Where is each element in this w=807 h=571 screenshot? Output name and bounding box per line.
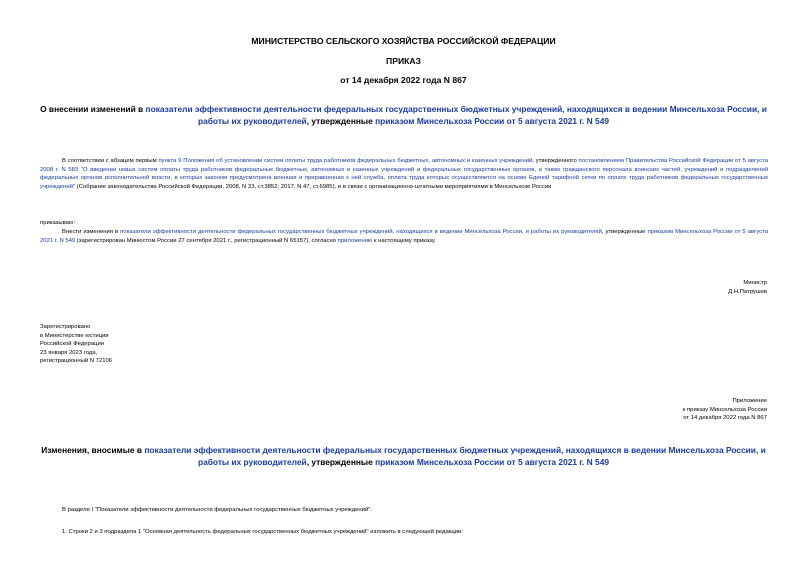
registration-line: регистрационный N 72106 [40, 358, 113, 365]
preamble-text-1: В соответствии с абзацем первым [62, 158, 159, 164]
order-text-4: к настоящему приказу. [372, 237, 436, 244]
changes-title-middle: , утвержденные [306, 456, 376, 467]
registration-line: Российской Федерации [40, 341, 105, 348]
signature-name: Д.Н.Патрушев [728, 288, 767, 295]
appendix-line: от 14 декабря 2022 года N 867 [683, 415, 767, 422]
preamble-link-decree[interactable]: постановлением Правительства Российской Федерации от 5 августа 2008 г. N 583 "О введении новых систем оплаты труда работников федеральных бюджетных, автономных и казенных учреждений и федеральных государственных органов, а также гражданского персонала воинских частей, учреждений и подразделений федеральных органов исполнительной власти, в которых законом предусмотрена военная и приравненная к ней служба, оплата труда которых осуществляется на основе Единой тарифной сетки по оплате труда работников федеральных государственных учреждений" [40, 158, 768, 190]
registration-line: в Министерстве юстиции [40, 332, 109, 339]
preamble-text-2: , утвержденного [532, 158, 579, 164]
registration-line: 23 января 2023 года, [40, 349, 98, 356]
item-line: 1. Строки 2 и 3 подраздела 1 "Основная деятельность федеральных государственных бюджетных учреждений" изложить в следующей редакции: [62, 529, 463, 535]
registration-block [40, 323, 112, 366]
order-link-appendix[interactable]: приложению [337, 237, 373, 244]
preamble-paragraph [40, 157, 768, 191]
preamble-text-3: (Собрание законодательства Российской Федерации, 2008, N 33, ст.3852; 2017, N 47, ст.6985), и в связи с организационно-штатными мероприятиями в Минсельхозе России [75, 183, 552, 190]
order-link-indicators[interactable]: показатели эффективности деятельности федеральных государственных бюджетных учреждений, находящихся в ведении Минсельхоза России, и работы их руководителей [120, 229, 602, 235]
ministry-heading: МИНИСТЕРСТВО СЕЛЬСКОГО ХОЗЯЙСТВА РОССИЙСКОЙ ФЕДЕРАЦИИ [251, 36, 556, 46]
doc-type: ПРИКАЗ [386, 56, 421, 66]
changes-title-link-indicators[interactable]: показатели эффективности деятельности федеральных государственных бюджетных учреждений, находящихся в ведении Минсельхоза России, и работы их руководителей [144, 445, 766, 467]
signature-block [728, 279, 767, 296]
changes-title-link-order[interactable]: приказом Минсельхоза России от 5 августа 2021 г. N 549 [375, 456, 610, 467]
order-word: приказываю: [40, 220, 76, 226]
title-prefix: О внесении изменений в [40, 104, 146, 114]
changes-title [30, 445, 777, 468]
order-text-2: , утвержденные [601, 229, 648, 235]
signature-position: Министр [743, 280, 767, 286]
doc-date-number: от 14 декабря 2022 года N 867 [340, 75, 467, 85]
title-link-order[interactable]: приказом Минсельхоза России от 5 августа 2021 г. N 549 [375, 115, 610, 126]
order-link-order[interactable]: приказом Минсельхоза России от 5 августа 2021 г. N 549 [40, 229, 768, 244]
preamble-link-regulation[interactable]: пункта 9 Положения об установлении систем оплаты труда работников федеральных бюджетных, автономных и казенных учреждений [158, 158, 533, 164]
doc-title [30, 104, 777, 127]
order-paragraph [40, 228, 768, 245]
appendix-block [683, 397, 767, 423]
changes-title-prefix: Изменения, вносимые в [41, 445, 145, 455]
order-text-3: (зарегистрирован Минюстом России 27 сентября 2021 г., регистрационный N 65157), согласно [75, 237, 338, 244]
order-text-1: Внести изменения в [62, 229, 121, 235]
appendix-line: к приказу Минсельхоза России [682, 406, 767, 413]
title-link-indicators[interactable]: показатели эффективности деятельности федеральных государственных бюджетных учреждений, находящихся в ведении Минсельхоза России, и работы их руководителей [145, 104, 767, 126]
title-middle: , утвержденные [306, 115, 376, 126]
section-line: В разделе I "Показатели эффективности деятельности федеральных государственных бюджетных учреждений": [62, 507, 372, 513]
appendix-line: Приложение [732, 398, 767, 404]
registration-line: Зарегистрировано [40, 324, 91, 330]
